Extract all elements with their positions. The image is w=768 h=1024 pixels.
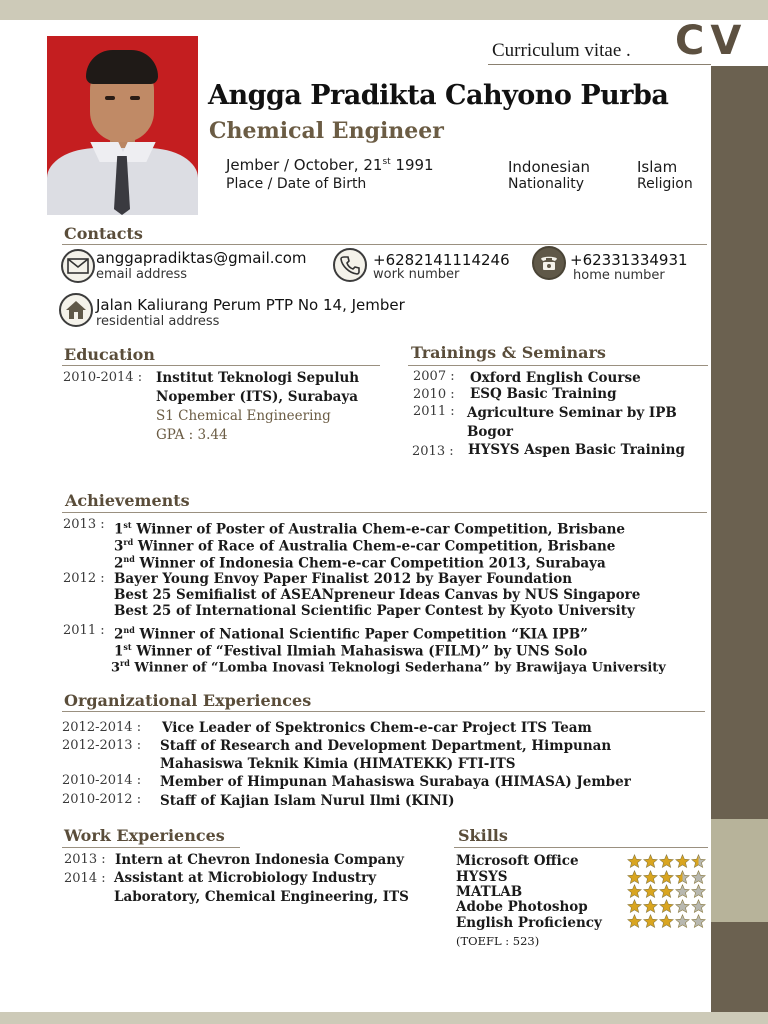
star-icon	[659, 854, 674, 869]
bottom-band	[0, 1012, 768, 1024]
envelope-icon	[61, 249, 95, 283]
achievement-year: 2011 :	[63, 623, 105, 638]
trainings-title: Trainings & Seminars	[411, 343, 606, 362]
nationality-label: Nationality	[508, 176, 585, 192]
cv-label: Curriculum vitae .	[492, 40, 631, 61]
achievements-title: Achievements	[65, 491, 190, 510]
org-year: 2012-2014 :	[62, 720, 142, 735]
training-item: Agriculture Seminar by IPB	[467, 405, 677, 421]
star-icon	[627, 870, 642, 885]
achievement-year: 2012 :	[63, 571, 105, 586]
organizational-title: Organizational Experiences	[64, 691, 312, 710]
religion-label: Religion	[637, 176, 693, 192]
star-icon	[675, 884, 690, 899]
religion-value: Islam	[637, 158, 678, 176]
contacts-rule	[62, 244, 707, 245]
address-value: Jalan Kaliurang Perum PTP No 14, Jember	[96, 296, 405, 314]
education-degree: S1 Chemical Engineering	[156, 408, 331, 424]
education-line-2: Nopember (ITS), Surabaya	[156, 389, 358, 405]
org-item: Vice Leader of Spektronics Chem-e-car Project ITS Team	[162, 720, 592, 736]
person-role: Chemical Engineer	[209, 118, 444, 144]
work-item: Intern at Chevron Indonesia Company	[115, 852, 404, 868]
star-icon	[627, 884, 642, 899]
star-icon	[659, 899, 674, 914]
star-icon	[643, 899, 658, 914]
achievement-item: 1st Winner of Poster of Australia Chem-e-car Competition, Brisbane	[114, 520, 626, 538]
toefl-score: (TOEFL : 523)	[456, 934, 540, 948]
skills-title: Skills	[458, 826, 508, 845]
star-icon	[659, 870, 674, 885]
cv-rule	[488, 64, 711, 65]
star-icon	[691, 899, 706, 914]
person-name: Angga Pradikta Cahyono Purba	[208, 80, 669, 111]
education-gpa: GPA : 3.44	[156, 427, 228, 443]
work-year: 2014 :	[64, 871, 106, 886]
star-icon	[627, 914, 642, 929]
education-title: Education	[64, 345, 155, 364]
skill-rating	[627, 870, 706, 885]
work-title: Work Experiences	[64, 826, 225, 845]
star-icon	[627, 854, 642, 869]
star-icon	[659, 914, 674, 929]
education-line-1: Institut Teknologi Sepuluh	[156, 370, 360, 386]
contacts-title: Contacts	[64, 224, 143, 243]
star-icon	[643, 854, 658, 869]
telephone-icon	[532, 246, 566, 280]
cv-mark: CV	[675, 18, 748, 64]
phone-icon	[333, 248, 367, 282]
training-item: HYSYS Aspen Basic Training	[468, 442, 685, 458]
achievement-item: Bayer Young Envoy Paper Finalist 2012 by Bayer Foundation	[114, 571, 573, 587]
skills-rule	[454, 847, 708, 848]
skill-rating	[627, 884, 706, 899]
side-bar-accent	[711, 819, 768, 922]
skill-rating	[627, 854, 706, 869]
skill-rating	[627, 899, 706, 914]
org-year: 2010-2014 :	[62, 773, 142, 788]
achievement-item: 3rd Winner of “Lomba Inovasi Teknologi Sederhana” by Brawijaya University	[111, 658, 666, 676]
trainings-rule	[408, 365, 708, 366]
home-number-label: home number	[573, 268, 665, 283]
training-year: 2010 :	[413, 387, 455, 402]
org-item: Member of Himpunan Mahasiswa Surabaya (HIMASA) Jember	[160, 774, 631, 790]
training-item: Bogor	[467, 424, 513, 440]
star-icon	[659, 884, 674, 899]
home-number-link[interactable]: +62331334931	[570, 251, 688, 269]
achievement-item: Best 25 of International Scientific Paper Contest by Kyoto University	[114, 603, 635, 619]
work-number-link[interactable]: +6282141114246	[373, 251, 510, 269]
star-icon	[643, 914, 658, 929]
skill-name: Adobe Photoshop	[456, 899, 588, 915]
top-band	[0, 0, 768, 20]
address-label: residential address	[96, 314, 220, 329]
skill-name: HYSYS	[456, 869, 508, 885]
achievement-item: Best 25 Semifialist of ASEANpreneur Ideas Canvas by NUS Singapore	[114, 587, 641, 603]
org-item: Staff of Research and Development Department, Himpunan	[160, 738, 612, 754]
star-icon	[675, 870, 690, 885]
profile-photo	[47, 36, 198, 215]
achievement-item: 2nd Winner of Indonesia Chem-e-car Competition 2013, Surabaya	[114, 554, 606, 572]
org-year: 2012-2013 :	[62, 738, 142, 753]
skill-name: MATLAB	[456, 884, 523, 900]
achievement-item: 3rd Winner of Race of Australia Chem-e-car Competition, Brisbane	[114, 537, 616, 555]
work-year: 2013 :	[64, 852, 106, 867]
star-icon	[691, 854, 706, 869]
org-item: Staff of Kajian Islam Nurul Ilmi (KINI)	[160, 793, 455, 809]
work-number-label: work number	[373, 267, 460, 282]
achievement-year: 2013 :	[63, 517, 105, 532]
star-icon	[691, 884, 706, 899]
star-icon	[675, 854, 690, 869]
skill-name: English Proficiency	[456, 915, 602, 931]
work-rule	[62, 847, 240, 848]
achievement-item: 2nd Winner of National Scientific Paper Competition “KIA IPB”	[114, 625, 588, 643]
work-item: Assistant at Microbiology Industry	[114, 870, 377, 886]
star-icon	[643, 884, 658, 899]
star-icon	[675, 899, 690, 914]
star-icon	[627, 899, 642, 914]
skill-rating	[627, 914, 706, 929]
education-rule	[62, 365, 380, 366]
training-item: ESQ Basic Training	[470, 386, 617, 402]
birth-value: Jember / October, 21st 1991	[226, 156, 434, 174]
birth-label: Place / Date of Birth	[226, 176, 367, 192]
training-item: Oxford English Course	[470, 370, 641, 386]
home-icon	[59, 293, 93, 327]
training-year: 2011 :	[413, 404, 455, 419]
org-year: 2010-2012 :	[62, 792, 142, 807]
training-year: 2007 :	[413, 369, 455, 384]
nationality-value: Indonesian	[508, 158, 591, 176]
achievement-item: 1st Winner of “Festival Ilmiah Mahasiswa (FILM)” by UNS Solo	[114, 642, 588, 660]
education-year: 2010-2014 :	[63, 370, 143, 385]
star-icon	[643, 870, 658, 885]
work-item: Laboratory, Chemical Engineering, ITS	[114, 889, 409, 905]
star-icon	[691, 870, 706, 885]
email-link[interactable]: anggapradiktas@gmail.com	[96, 249, 307, 267]
star-icon	[675, 914, 690, 929]
org-item: Mahasiswa Teknik Kimia (HIMATEKK) FTI-ITS	[160, 756, 516, 772]
organizational-rule	[62, 711, 705, 712]
star-icon	[691, 914, 706, 929]
training-year: 2013 :	[412, 444, 454, 459]
email-label: email address	[96, 267, 188, 282]
skill-name: Microsoft Office	[456, 853, 579, 869]
achievements-rule	[62, 512, 707, 513]
